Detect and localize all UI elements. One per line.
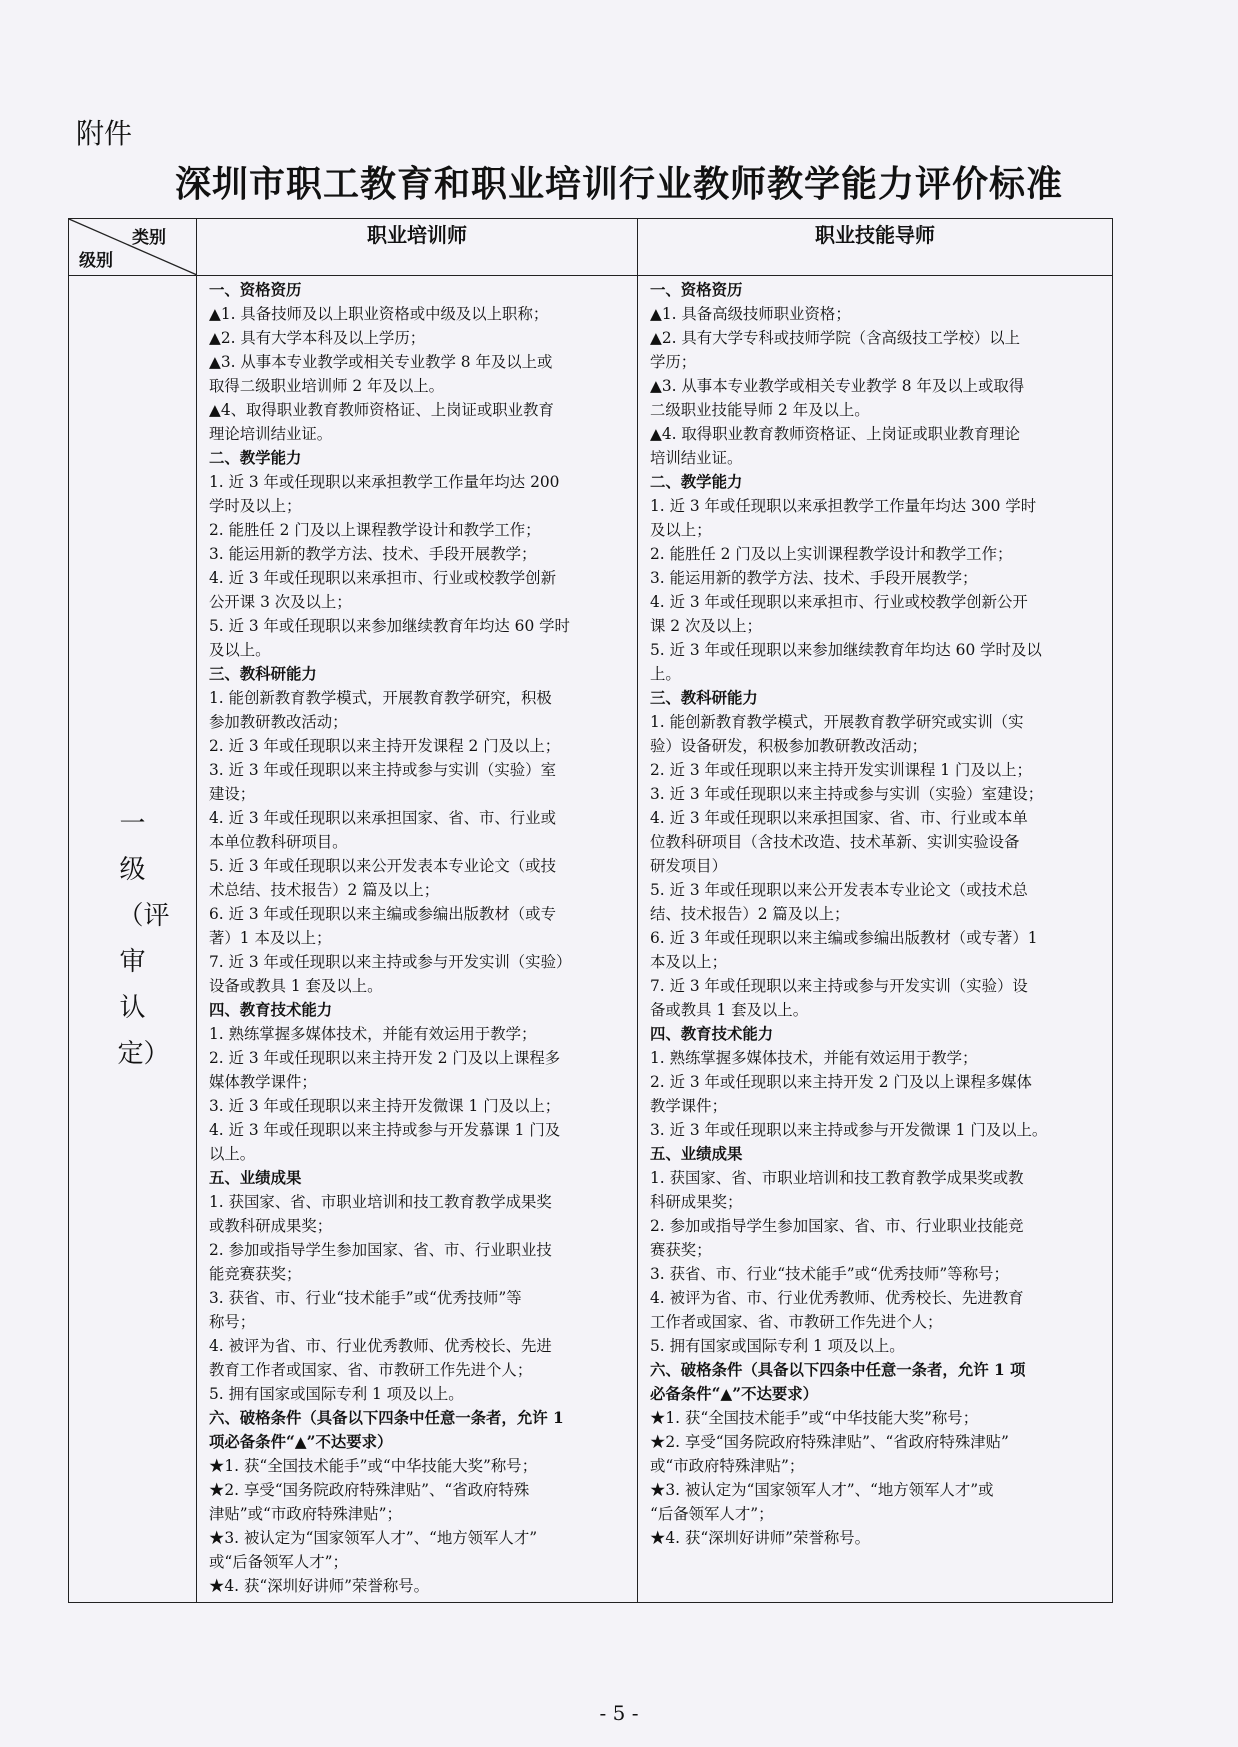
section-heading: 三、教科研能力 [650, 689, 758, 707]
criteria-line: 教学课件； [650, 1097, 727, 1115]
level-one-row [69, 276, 1113, 1603]
criteria-line: 教育工作者或国家、省、市教研工作先进个人； [209, 1361, 533, 1379]
criteria-line: 或“市政府特殊津贴”； [650, 1457, 805, 1475]
criteria-line: 5. 近 3 年或任现职以来参加继续教育年均达 60 学时 [209, 617, 570, 635]
criteria-line: 学历； [650, 353, 697, 371]
criteria-line: 备或教具 1 套及以上。 [650, 1001, 809, 1019]
section-heading: 二、教学能力 [650, 473, 743, 491]
criteria-line: 建设； [209, 785, 256, 803]
criteria-line: 1. 近 3 年或任现职以来承担教学工作量年均达 300 学时 [650, 497, 1037, 515]
criteria-line: 5. 近 3 年或任现职以来参加继续教育年均达 60 学时及以 [650, 641, 1042, 659]
criteria-line: 二级职业技能导师 2 年及以上。 [650, 401, 870, 419]
table-header-row [69, 219, 1113, 276]
criteria-line: ★4. 获“深圳好讲师”荣誉称号。 [209, 1577, 430, 1595]
section-heading: 一、资格资历 [650, 281, 743, 299]
criteria-line: 学时及以上； [209, 497, 302, 515]
criteria-line: 1. 熟练掌握多媒体技术，并能有效运用于教学； [650, 1049, 978, 1067]
criteria-line: 5. 近 3 年或任现职以来公开发表本专业论文（或技术总 [650, 881, 1028, 899]
criteria-line: 工作者或国家、省、市教研工作先进个人； [650, 1313, 943, 1331]
section-heading: 必备条件“▲”不达要求） [650, 1385, 819, 1403]
criteria-line: 7. 近 3 年或任现职以来主持或参与开发实训（实验）设 [650, 977, 1028, 995]
official-seal [1163, 917, 1238, 1143]
criteria-line: 3. 获省、市、行业“技术能手”或“优秀技师”等称号； [650, 1265, 1009, 1283]
attachment-label: 附件 [76, 117, 133, 150]
criteria-line: 1. 获国家、省、市职业培训和技工教育教学成果奖或教 [650, 1169, 1024, 1187]
criteria-line: 6. 近 3 年或任现职以来主编或参编出版教材（或专著）1 [650, 929, 1038, 947]
criteria-line: 6. 近 3 年或任现职以来主编或参编出版教材（或专 [209, 905, 556, 923]
criteria-line: ★3. 被认定为“国家领军人才”、“地方领军人才” [209, 1529, 538, 1547]
criteria-line: 能竞赛获奖； [209, 1265, 302, 1283]
criteria-line: 3. 近 3 年或任现职以来主持或参与实训（实验）室 [209, 761, 556, 779]
criteria-line: “后备领军人才”； [650, 1505, 774, 1523]
criteria-line: 4. 近 3 年或任现职以来承担市、行业或校教学创新 [209, 569, 556, 587]
criteria-line: ▲3. 从事本专业教学或相关专业教学 8 年及以上或 [209, 353, 553, 371]
criteria-line: 或教科研成果奖； [209, 1217, 333, 1235]
criteria-line: 4. 近 3 年或任现职以来主持或参与开发慕课 1 门及 [209, 1121, 561, 1139]
criteria-line: 1. 能创新教育教学模式，开展教育教学研究或实训（实 [650, 713, 1024, 731]
criteria-line: 3. 近 3 年或任现职以来主持或参与实训（实验）室建设； [650, 785, 1044, 803]
criteria-line: 课 2 次及以上； [650, 617, 762, 635]
criteria-line: 3. 近 3 年或任现职以来主持开发微课 1 门及以上； [209, 1097, 561, 1115]
criteria-line: 3. 能运用新的教学方法、技术、手段开展教学； [209, 545, 537, 563]
section-heading: 五、业绩成果 [209, 1169, 302, 1187]
header-vocational-trainer: 职业培训师 [197, 219, 638, 276]
section-heading: 项必备条件“▲”不达要求） [209, 1433, 393, 1451]
criteria-line: 5. 拥有国家或国际专利 1 项及以上。 [209, 1385, 464, 1403]
criteria-table [68, 218, 1113, 1603]
page-number: - 5 - [599, 1701, 639, 1725]
criteria-line: ▲2. 具有大学本科及以上学历； [209, 329, 426, 347]
section-heading: 一、资格资历 [209, 281, 302, 299]
criteria-line: 2. 近 3 年或任现职以来主持开发实训课程 1 门及以上； [650, 761, 1032, 779]
criteria-line: 设备或教具 1 套及以上。 [209, 977, 383, 995]
criteria-line: 4. 被评为省、市、行业优秀教师、优秀校长、先进教育 [650, 1289, 1024, 1307]
criteria-line: ▲4、取得职业教育教师资格证、上岗证或职业教育 [209, 401, 554, 419]
section-heading: 二、教学能力 [209, 449, 302, 467]
section-heading: 六、破格条件（具备以下四条中任意一条者，允许 1 项 [650, 1361, 1026, 1379]
criteria-line: ▲3. 从事本专业教学或相关专业教学 8 年及以上或取得 [650, 377, 1025, 395]
criteria-line: 3. 近 3 年或任现职以来主持或参与开发微课 1 门及以上。 [650, 1121, 1048, 1139]
criteria-line: 2. 近 3 年或任现职以来主持开发 2 门及以上课程多 [209, 1049, 561, 1067]
section-heading: 六、破格条件（具备以下四条中任意一条者，允许 1 [209, 1409, 564, 1427]
category-label: 类别 [132, 228, 166, 248]
criteria-line: 2. 近 3 年或任现职以来主持开发课程 2 门及以上； [209, 737, 561, 755]
criteria-line: 研发项目） [650, 857, 727, 875]
criteria-line: 2. 能胜任 2 门及以上课程教学设计和教学工作； [209, 521, 541, 539]
mentor-criteria-cell [638, 276, 1113, 1603]
criteria-line: ▲4. 取得职业教育教师资格证、上岗证或职业教育理论 [650, 425, 1021, 443]
header-skill-mentor: 职业技能导师 [638, 219, 1113, 276]
page-title: 深圳市职工教育和职业培训行业教师教学能力评价标准 [174, 163, 1063, 205]
criteria-line: 称号； [209, 1313, 256, 1331]
criteria-line: 津贴”或“市政府特殊津贴”； [209, 1505, 402, 1523]
criteria-line: 及以上。 [209, 641, 271, 659]
criteria-line: 1. 能创新教育教学模式，开展教育教学研究，积极 [209, 689, 552, 707]
trainer-criteria-cell [197, 276, 638, 1603]
criteria-line: ★2. 享受“国务院政府特殊津贴”、“省政府特殊津贴” [650, 1433, 1009, 1451]
section-heading: 三、教科研能力 [209, 665, 317, 683]
level-header-label: 级别 [79, 251, 113, 271]
criteria-line: 3. 获省、市、行业“技术能手”或“优秀技师”等 [209, 1289, 522, 1307]
criteria-line: ★4. 获“深圳好讲师”荣誉称号。 [650, 1529, 871, 1547]
criteria-line: 7. 近 3 年或任现职以来主持或参与开发实训（实验） [209, 953, 572, 971]
criteria-line: 媒体教学课件； [209, 1073, 317, 1091]
criteria-line: 2. 参加或指导学生参加国家、省、市、行业职业技 [209, 1241, 552, 1259]
criteria-line: 以上。 [209, 1145, 256, 1163]
criteria-line: 4. 近 3 年或任现职以来承担市、行业或校教学创新公开 [650, 593, 1028, 611]
criteria-line: 著）1 本及以上； [209, 929, 332, 947]
criteria-line: 位教科研项目（含技术改造、技术革新、实训实验设备 [650, 833, 1020, 851]
criteria-line: 1. 近 3 年或任现职以来承担教学工作量年均达 200 [209, 473, 560, 491]
level-label: 一级（评审认定） [117, 809, 170, 1069]
diagonal-header-cell [69, 219, 197, 276]
criteria-line: 理论培训结业证。 [209, 425, 333, 443]
criteria-line: 公开课 3 次及以上； [209, 593, 352, 611]
criteria-line: 本及以上； [650, 953, 727, 971]
criteria-line: 2. 参加或指导学生参加国家、省、市、行业职业技能竞 [650, 1217, 1024, 1235]
criteria-line: 术总结、技术报告）2 篇及以上； [209, 881, 440, 899]
section-heading: 四、教育技术能力 [209, 1001, 333, 1019]
criteria-line: 及以上； [650, 521, 712, 539]
criteria-line: 4. 被评为省、市、行业优秀教师、优秀校长、先进 [209, 1337, 552, 1355]
criteria-line: 5. 近 3 年或任现职以来公开发表本专业论文（或技 [209, 857, 556, 875]
criteria-line: 1. 熟练掌握多媒体技术，并能有效运用于教学； [209, 1025, 537, 1043]
criteria-line: ★2. 享受“国务院政府特殊津贴”、“省政府特殊 [209, 1481, 530, 1499]
criteria-line: 赛获奖； [650, 1241, 712, 1259]
criteria-line: ▲2. 具有大学专科或技师学院（含高级技工学校）以上 [650, 329, 1021, 347]
criteria-line: 3. 能运用新的教学方法、技术、手段开展教学； [650, 569, 978, 587]
criteria-line: 4. 近 3 年或任现职以来承担国家、省、市、行业或本单 [650, 809, 1028, 827]
section-heading: 四、教育技术能力 [650, 1025, 774, 1043]
criteria-line: 2. 能胜任 2 门及以上实训课程教学设计和教学工作； [650, 545, 1013, 563]
criteria-line: ★1. 获“全国技术能手”或“中华技能大奖”称号； [209, 1457, 538, 1475]
criteria-line: 5. 拥有国家或国际专利 1 项及以上。 [650, 1337, 905, 1355]
criteria-line: ▲1. 具备高级技师职业资格； [650, 305, 851, 323]
criteria-line: ★3. 被认定为“国家领军人才”、“地方领军人才”或 [650, 1481, 994, 1499]
section-heading: 五、业绩成果 [650, 1145, 743, 1163]
criteria-line: 或“后备领军人才”； [209, 1553, 348, 1571]
criteria-line: 结、技术报告）2 篇及以上； [650, 905, 850, 923]
criteria-line: 本单位教科研项目。 [209, 833, 348, 851]
criteria-line: ▲1. 具备技师及以上职业资格或中级及以上职称； [209, 305, 549, 323]
criteria-line: 验）设备研发，积极参加教研教改活动； [650, 737, 928, 755]
criteria-line: 培训结业证。 [650, 449, 743, 467]
criteria-line: 上。 [650, 665, 681, 683]
criteria-line: 2. 近 3 年或任现职以来主持开发 2 门及以上课程多媒体 [650, 1073, 1032, 1091]
criteria-line: 科研成果奖； [650, 1193, 743, 1211]
criteria-line: 1. 获国家、省、市职业培训和技工教育教学成果奖 [209, 1193, 552, 1211]
level-cell [69, 276, 197, 1603]
criteria-line: 取得二级职业培训师 2 年及以上。 [209, 377, 445, 395]
criteria-line: ★1. 获“全国技术能手”或“中华技能大奖”称号； [650, 1409, 979, 1427]
criteria-line: 参加教研教改活动； [209, 713, 348, 731]
criteria-line: 4. 近 3 年或任现职以来承担国家、省、市、行业或 [209, 809, 556, 827]
